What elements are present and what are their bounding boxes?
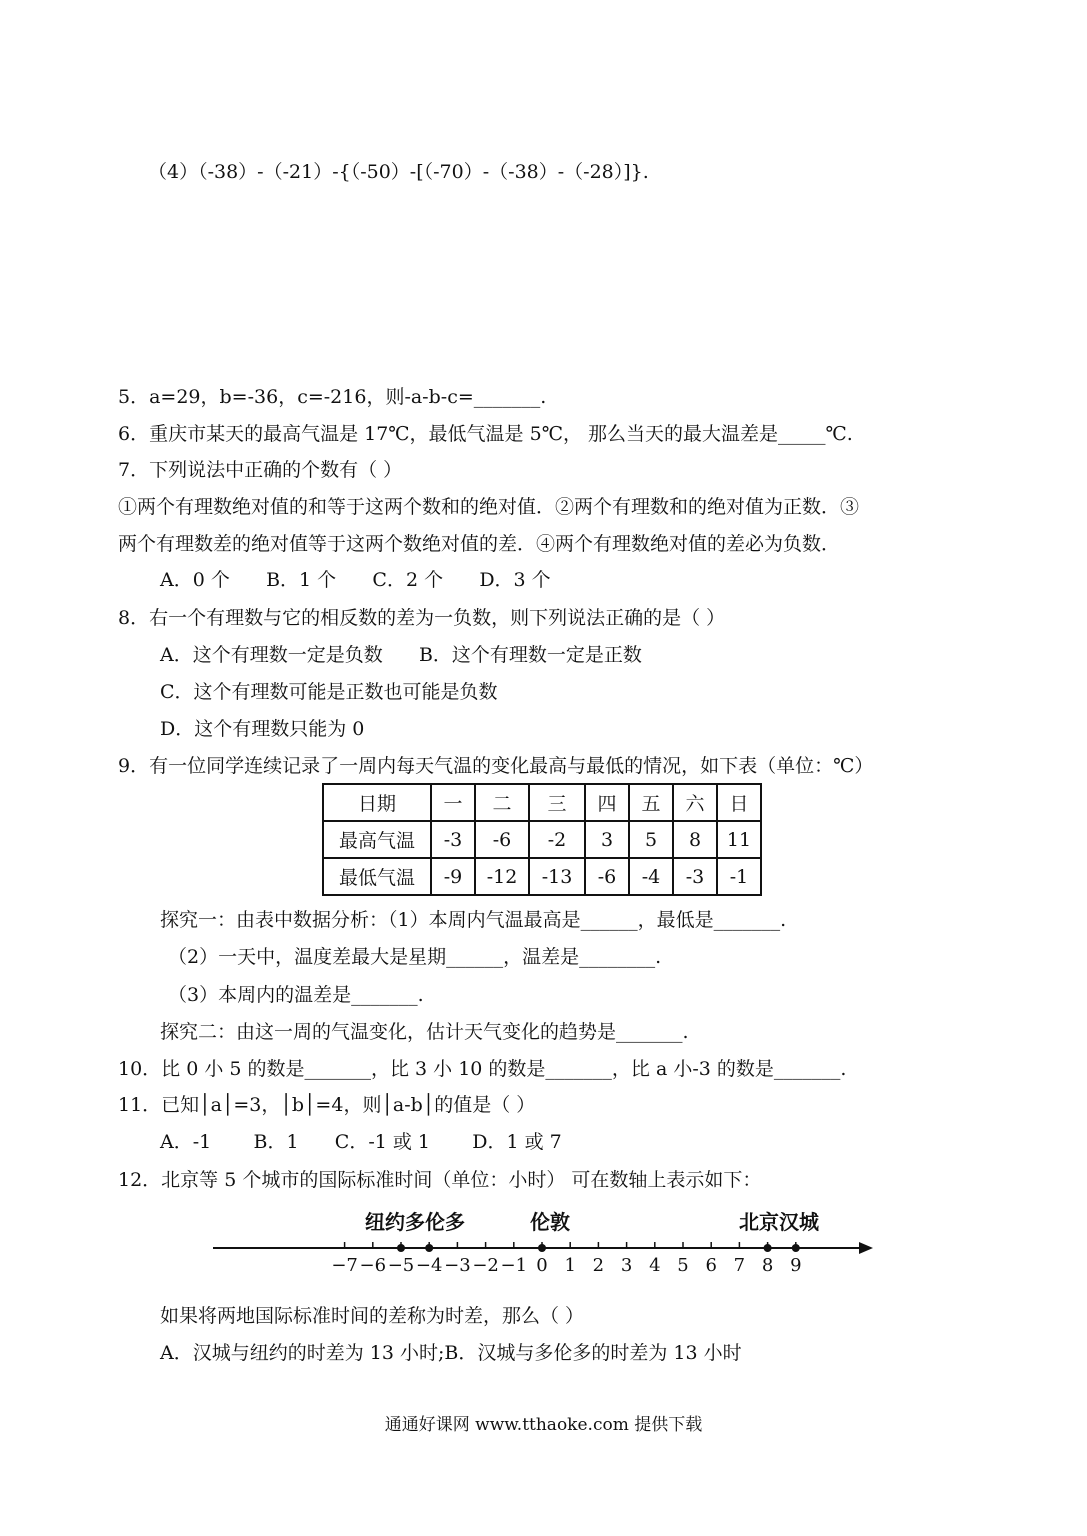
table-row-high (323, 821, 761, 858)
question-12-stem: 12．北京等 5 个城市的国际标准时间（单位：小时） 可在数轴上表示如下： (118, 1169, 762, 1191)
table-cell: -6 (475, 821, 529, 858)
table-cell: -3 (431, 821, 475, 858)
question-9-explore-2: 探究二：由这一周的气温变化，估计天气变化的趋势是_______. (160, 1021, 689, 1043)
question-7-body-1: ①两个有理数绝对值的和等于这两个数和的绝对值．②两个有理数和的绝对值为正数．③ (118, 496, 860, 518)
question-6: 6．重庆市某天的最高气温是 17℃，最低气温是 5℃， 那么当天的最大温差是_____℃. (118, 423, 853, 445)
number-line-tick-label: −7 (331, 1255, 358, 1275)
temperature-table (322, 783, 762, 896)
city-label-newyork-toronto: 纽约多伦多 (365, 1210, 465, 1234)
number-line-tick-label: 2 (592, 1255, 605, 1275)
number-line-tick-label: 6 (705, 1255, 717, 1275)
question-11-options: A．-1 B．1 C．-1 或 1 D．1 或 7 (160, 1131, 562, 1153)
question-5: 5．a=29，b=-36，c=-216，则-a-b-c=_______. (118, 386, 547, 408)
number-line-tick-label: 5 (677, 1255, 689, 1275)
question-9-explore-1b: （2）一天中，温度差最大是星期______，温差是________. (168, 946, 662, 968)
question-12-follow: 如果将两地国际标准时间的差称为时差，那么（ ） (160, 1305, 585, 1327)
question-12-options-ab: A．汉城与纽约的时差为 13 小时;B．汉城与多伦多的时差为 13 小时 (160, 1342, 742, 1364)
number-line-tick-label: −6 (359, 1255, 387, 1275)
city-point (397, 1244, 405, 1252)
city-point (538, 1244, 546, 1252)
arrow-head-icon (859, 1242, 873, 1254)
table-cell: -13 (529, 858, 585, 895)
page-footer: 通通好课网 www.tthaoke.com 提供下载 (384, 1415, 703, 1435)
question-7-options: A．0 个 B．1 个 C．2 个 D．3 个 (160, 569, 551, 591)
number-line-tick-label: −2 (472, 1255, 499, 1275)
question-9-stem: 9．有一位同学连续记录了一周内每天气温的变化最高与最低的情况，如下表（单位：℃） (118, 755, 874, 777)
table-cell: 5 (629, 821, 673, 858)
number-line-tick-label: 0 (536, 1255, 548, 1275)
table-cell: 3 (585, 821, 629, 858)
table-cell: -4 (629, 858, 673, 895)
city-label-london: 伦敦 (530, 1210, 570, 1234)
table-cell: 二 (475, 784, 529, 821)
table-cell: -2 (529, 821, 585, 858)
city-point (764, 1244, 772, 1252)
question-8-option-c: C．这个有理数可能是正数也可能是负数 (160, 681, 498, 703)
table-cell: 日 (717, 784, 761, 821)
number-line-tick-label: 4 (649, 1255, 661, 1275)
question-8-options-ab: A．这个有理数一定是负数 B．这个有理数一定是正数 (160, 644, 642, 666)
number-line-tick-label: −4 (415, 1255, 443, 1275)
timezone-number-line (205, 1205, 885, 1275)
question-10: 10．比 0 小 5 的数是_______，比 3 小 10 的数是_______，比 a 小-3 的数是_______. (118, 1058, 847, 1080)
number-line-tick-label: 7 (733, 1255, 746, 1275)
question-8-option-d: D．这个有理数只能为 0 (160, 718, 365, 740)
number-line-tick-label: −1 (500, 1255, 528, 1275)
table-row-low (323, 858, 761, 895)
table-cell: 最高气温 (323, 821, 431, 858)
table-cell: -3 (673, 858, 717, 895)
table-cell: 六 (673, 784, 717, 821)
table-cell: -6 (585, 858, 629, 895)
number-line-tick-label: −5 (387, 1255, 415, 1275)
city-point (792, 1244, 800, 1252)
question-9-explore-1c: （3）本周内的温差是_______. (168, 984, 424, 1006)
table-row-header (323, 784, 761, 821)
question-7-body-2: 两个有理数差的绝对值等于这两个数绝对值的差．④两个有理数绝对值的差必为负数． (118, 533, 841, 555)
table-cell: 五 (629, 784, 673, 821)
table-cell: 一 (431, 784, 475, 821)
number-line-tick-label: 9 (790, 1255, 802, 1275)
table-cell: 11 (717, 821, 761, 858)
number-line-tick-label: 8 (761, 1255, 774, 1275)
table-cell: -9 (431, 858, 475, 895)
question-11-stem: 11．已知│a│=3，│b│=4，则│a-b│的值是（ ） (118, 1094, 536, 1116)
city-label-beijing-seoul: 北京汉城 (739, 1210, 819, 1234)
question-4: （4）（-38）-（-21）-{（-50）-[（-70）-（-38）-（-28）]}. (148, 161, 649, 183)
table-cell: -12 (475, 858, 529, 895)
question-7-stem: 7．下列说法中正确的个数有（ ） (118, 459, 403, 481)
table-cell: 日期 (323, 784, 431, 821)
table-cell: 四 (585, 784, 629, 821)
city-point (425, 1244, 433, 1252)
table-cell: 最低气温 (323, 858, 431, 895)
number-line-tick-label: −3 (444, 1255, 471, 1275)
table-cell: 8 (673, 821, 717, 858)
number-line-tick-label: 3 (620, 1255, 633, 1275)
table-cell: -1 (717, 858, 761, 895)
number-line-tick-label: 1 (564, 1255, 576, 1275)
table-cell: 三 (529, 784, 585, 821)
question-9-explore-1: 探究一：由表中数据分析：（1）本周内气温最高是______，最低是_______. (160, 909, 787, 931)
question-8-stem: 8．右一个有理数与它的相反数的差为一负数，则下列说法正确的是（ ） (118, 607, 726, 629)
